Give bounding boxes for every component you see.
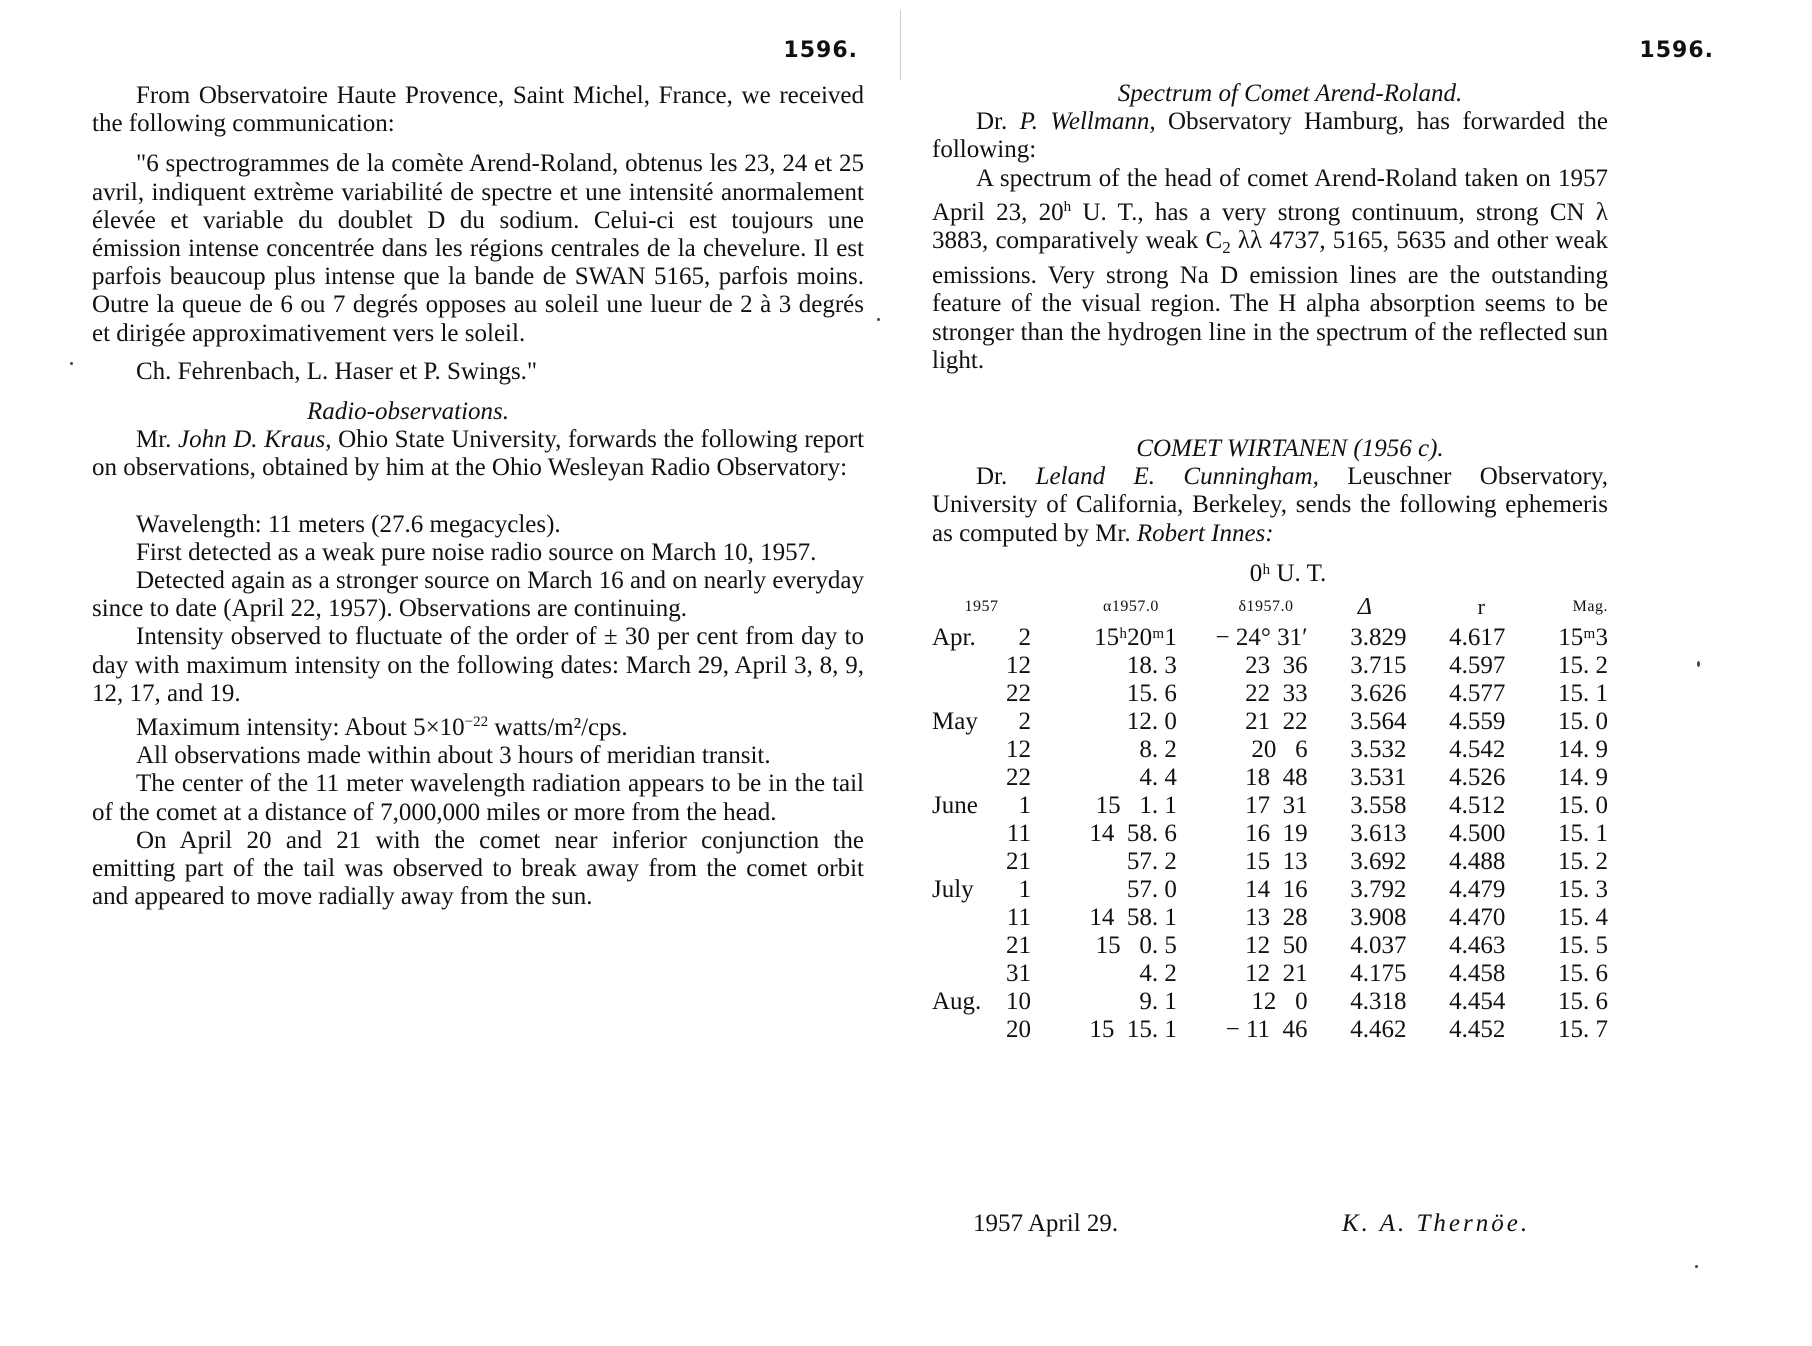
intro-paragraph: From Observatoire Haute Provence, Saint Michel, France, we received the following communication:	[92, 82, 864, 138]
cell-ra: 14 58. 1	[1089, 903, 1177, 931]
cell-day: 12	[1005, 735, 1031, 763]
april-paragraph: On April 20 and 21 with the comet near inferior conjunction the emitting part of the tail was observed to break away from the comet orbit and appeared to move radially away from the sun.	[92, 826, 864, 911]
cell-month: Aug.	[932, 987, 982, 1015]
cell-delta: 3.908	[1350, 903, 1407, 931]
cell-r: 4.454	[1449, 987, 1506, 1015]
cell-dec: 12 21	[1245, 959, 1308, 987]
cell-r: 4.542	[1449, 735, 1506, 763]
cell-month	[932, 764, 1001, 792]
table-row	[932, 960, 1608, 988]
cell-day: 2	[1018, 623, 1031, 651]
cell-delta: 4.037	[1350, 931, 1407, 959]
detected-again: Detected again as a stronger source on March 16 and on nearly everyday since to date (April 22, 1957). Observations are continuing.	[92, 567, 864, 623]
cell-dec: 20 6	[1251, 735, 1308, 763]
cell-delta: 4.462	[1350, 1015, 1407, 1043]
cell-mag: 15. 4	[1558, 903, 1608, 931]
left-page-number: 1596.	[783, 38, 858, 63]
table-row	[932, 848, 1608, 876]
cell-dec: 21 22	[1245, 707, 1308, 735]
cell-mag: 15ᵐ3	[1558, 623, 1608, 651]
cell-r: 4.577	[1449, 679, 1506, 707]
kraus-name: John D. Kraus,	[178, 426, 332, 454]
cell-month	[932, 1016, 1001, 1044]
cell-month	[932, 848, 1001, 876]
cell-dec: 23 36	[1245, 651, 1308, 679]
wellmann-intro: Dr. P. Wellmann, Observatory Hamburg, has forwarded the following:	[932, 108, 1608, 164]
spectrum-paragraph: A spectrum of the head of comet Arend-Roland taken on 1957 April 23, 20$^h$ U. T., has a very strong continuum, strong CN λ 3883, comparatively weak $C_2$ λλ 4737, 5165, 5635 and other weak emissions. Very strong Na D emission lines are the outstanding feature of the visual region. The H alpha absorption seems to be stronger than the hydrogen line in the spectrum of the reflected sun light.	[932, 164, 1608, 374]
quote-paragraph: "6 spectrogrammes de la comète Arend-Roland, obtenus les 23, 24 et 25 avril, indiquent extrème variabilité de spectre et une intensité anormalement élevée et variable du doublet D du sodium. Celui-ci est toujours une émission intense concentrée dans les régions centrales de la chevelure. Il est parfois beaucoup plus intense que la bande de SWAN 5165, parfois moins. Outre la queue de 6 ou 7 degrés opposes au soleil une lueur de 2 à 3 degrés et dirigée approximativement vers le soleil.	[92, 150, 864, 347]
cell-delta: 3.531	[1350, 763, 1407, 791]
ut-label: 0ʰ U. T.	[1249, 559, 1327, 587]
ephemeris-table	[932, 590, 1608, 1044]
table-row	[932, 988, 1608, 1016]
intensity-paragraph: Intensity observed to fluctuate of the order of ± 30 per cent from day to day with maximum intensity on the following dates: March 29, April 3, 8, 9, 12, 17, and 19.	[92, 623, 864, 707]
cell-day: 22	[1005, 763, 1031, 791]
cell-month	[932, 904, 1001, 932]
cell-r: 4.512	[1449, 791, 1506, 819]
spectrum-heading: Spectrum of Comet Arend-Roland.	[1117, 80, 1463, 107]
cell-delta: 3.532	[1350, 735, 1407, 763]
table-row	[932, 904, 1608, 932]
cell-dec: − 11 46	[1225, 1015, 1308, 1043]
cell-ra: 57. 2	[1126, 847, 1177, 875]
max-intensity: Maximum intensity: About $5\times 10^{-22}$ watts/m²/cps.	[136, 714, 628, 742]
cell-month: Apr.	[932, 623, 976, 651]
cell-delta: 3.792	[1350, 875, 1407, 903]
radio-intro: Mr. John D. Kraus, Ohio State University, forwards the following report on observations, obtained by him at the Ohio Wesleyan Radio Observatory:	[92, 426, 865, 482]
cell-dec: 16 19	[1245, 819, 1308, 847]
cell-month: July	[932, 875, 974, 903]
table-row	[932, 876, 1608, 904]
left-page	[0, 0, 900, 1346]
right-page-number: 1596.	[1639, 38, 1714, 63]
col-header-dec: δ1957.0	[1238, 597, 1294, 615]
cell-day: 11	[1006, 903, 1031, 931]
scan-speck	[1697, 661, 1700, 667]
cell-dec: 12 50	[1245, 931, 1308, 959]
left-column	[92, 82, 864, 911]
cell-day: 11	[1006, 819, 1031, 847]
cell-day: 20	[1005, 1015, 1031, 1043]
cell-dec: 22 33	[1245, 679, 1308, 707]
cell-mag: 15. 1	[1558, 679, 1608, 707]
cell-dec: 12 0	[1251, 987, 1308, 1015]
scan-speck	[70, 362, 73, 365]
meridian-paragraph: All observations made within about 3 hours of meridian transit.	[136, 742, 771, 770]
first-detected: First detected as a weak pure noise radio source on March 10, 1957.	[136, 538, 817, 566]
center-paragraph: The center of the 11 meter wavelength radiation appears to be in the tail of the comet at a distance of 7,000,000 miles or more from the head.	[92, 770, 864, 826]
cell-r: 4.617	[1449, 623, 1506, 651]
cell-ra: 15 15. 1	[1089, 1015, 1177, 1043]
cell-r: 4.463	[1449, 931, 1506, 959]
cell-delta: 3.558	[1350, 791, 1407, 819]
cell-dec: 17 31	[1245, 791, 1308, 819]
table-row	[932, 1016, 1608, 1044]
cell-r: 4.559	[1449, 707, 1506, 735]
cell-mag: 15. 2	[1558, 847, 1608, 875]
cell-mag: 15. 6	[1558, 959, 1608, 987]
cell-month: June	[932, 791, 978, 819]
cell-dec: 13 28	[1245, 903, 1308, 931]
cell-mag: 15. 7	[1558, 1015, 1608, 1043]
table-row	[932, 764, 1608, 792]
table-row	[932, 736, 1608, 764]
col-header-ra: α1957.0	[1102, 597, 1159, 615]
cell-mag: 15. 3	[1558, 875, 1608, 903]
cell-delta: 3.829	[1350, 623, 1407, 651]
cell-mag: 15. 6	[1558, 987, 1608, 1015]
cell-month	[932, 652, 1001, 680]
cell-day: 21	[1005, 847, 1031, 875]
cell-delta: 3.626	[1350, 679, 1407, 707]
cell-delta: 3.564	[1350, 707, 1407, 735]
cell-r: 4.479	[1449, 875, 1506, 903]
cell-month	[932, 960, 1001, 988]
cell-mag: 14. 9	[1558, 735, 1608, 763]
wellmann-name: P. Wellmann,	[1019, 108, 1156, 136]
scan-speck	[1695, 1265, 1698, 1268]
col-header-mag: Mag.	[1572, 597, 1608, 615]
cell-dec: 18 48	[1245, 763, 1308, 791]
cell-month	[932, 736, 1001, 764]
cell-mag: 15. 2	[1558, 651, 1608, 679]
cell-day: 21	[1005, 931, 1031, 959]
cell-day: 10	[1005, 987, 1031, 1015]
cell-ra: 15. 6	[1126, 679, 1177, 707]
ephemeris-header-row	[932, 590, 1608, 624]
date-line: 1957 April 29.	[973, 1210, 1119, 1237]
cell-ra: 4. 2	[1139, 959, 1177, 987]
cell-dec: 15 13	[1245, 847, 1308, 875]
wavelength-line: Wavelength: 11 meters (27.6 megacycles).	[136, 510, 561, 538]
cell-delta: 4.175	[1350, 959, 1407, 987]
cell-month: May	[932, 707, 978, 735]
table-row	[932, 820, 1608, 848]
cell-ra: 4. 4	[1139, 763, 1177, 791]
cell-ra: 8. 2	[1139, 735, 1177, 763]
cunningham-name: Leland E. Cunningham,	[1035, 463, 1319, 491]
cell-r: 4.488	[1449, 847, 1506, 875]
cell-ra: 15 1. 1	[1095, 791, 1177, 819]
cell-day: 2	[1018, 707, 1031, 735]
cell-day: 1	[1018, 791, 1031, 819]
cell-delta: 4.318	[1350, 987, 1407, 1015]
cell-mag: 14. 9	[1558, 763, 1608, 791]
cunningham-intro: Dr. Leland E. Cunningham, Leuschner Observatory, University of California, Berkeley, sends the following ephemeris as computed by Mr. Robert Innes:	[932, 463, 1608, 547]
table-row	[932, 652, 1608, 680]
cell-month	[932, 680, 1001, 708]
cell-ra: 9. 1	[1139, 987, 1177, 1015]
cell-dec: − 24° 31′	[1215, 623, 1308, 651]
innes-name: Robert Innes:	[1136, 519, 1274, 547]
table-row	[932, 624, 1608, 652]
col-header-delta: Δ	[1357, 593, 1373, 620]
cell-day: 22	[1005, 679, 1031, 707]
table-row	[932, 708, 1608, 736]
col-header-r: r	[1477, 593, 1486, 619]
cell-mag: 15. 1	[1558, 819, 1608, 847]
col-header-year: 1957	[964, 597, 999, 615]
cell-ra: 12. 0	[1126, 707, 1177, 735]
author-signature: K. A. Thernöe.	[1342, 1210, 1531, 1237]
table-row	[932, 680, 1608, 708]
cell-dec: 14 16	[1245, 875, 1308, 903]
cell-mag: 15. 0	[1558, 707, 1608, 735]
table-row	[932, 932, 1608, 960]
right-column	[932, 80, 1608, 1044]
cell-r: 4.458	[1449, 959, 1506, 987]
cell-month	[932, 820, 1001, 848]
cell-month	[932, 932, 1001, 960]
cell-delta: 3.715	[1350, 651, 1407, 679]
table-row	[932, 792, 1608, 820]
cell-ra: 15 0. 5	[1095, 931, 1177, 959]
cell-r: 4.597	[1449, 651, 1506, 679]
cell-day: 12	[1005, 651, 1031, 679]
cell-ra: 57. 0	[1126, 875, 1177, 903]
right-page	[900, 0, 1812, 1346]
cell-r: 4.526	[1449, 763, 1506, 791]
cell-mag: 15. 0	[1558, 791, 1608, 819]
cell-r: 4.452	[1449, 1015, 1506, 1043]
scan-speck	[877, 318, 880, 321]
cell-ra: 15ʰ20ᵐ1	[1094, 623, 1177, 651]
comet-heading: COMET WIRTANEN (1956 c).	[1136, 435, 1444, 463]
cell-day: 1	[1018, 875, 1031, 903]
radio-heading: Radio-observations.	[306, 398, 510, 426]
cell-delta: 3.692	[1350, 847, 1407, 875]
cell-day: 31	[1005, 959, 1031, 987]
quote-signature: Ch. Fehrenbach, L. Haser et P. Swings."	[136, 357, 538, 385]
cell-delta: 3.613	[1350, 819, 1407, 847]
cell-mag: 15. 5	[1558, 931, 1608, 959]
cell-r: 4.470	[1449, 903, 1506, 931]
cell-ra: 14 58. 6	[1089, 819, 1177, 847]
cell-r: 4.500	[1449, 819, 1506, 847]
cell-ra: 18. 3	[1126, 651, 1177, 679]
